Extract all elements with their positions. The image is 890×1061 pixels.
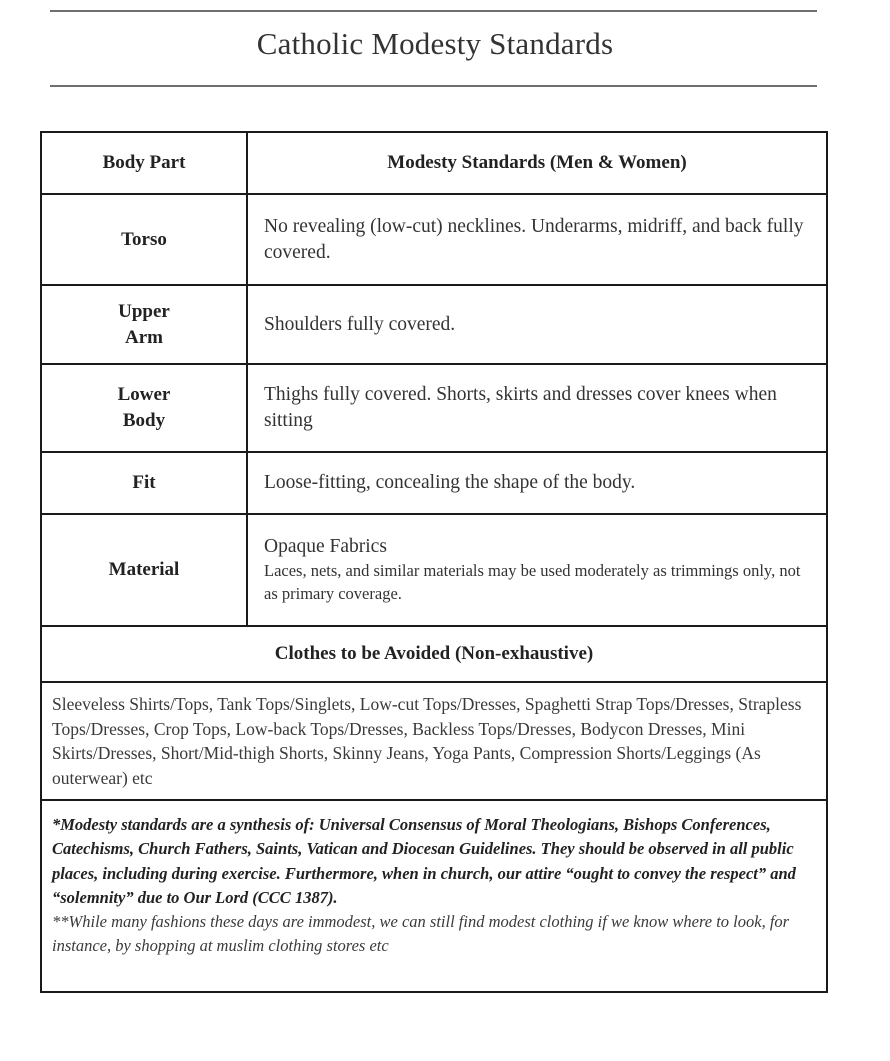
header-body-part: Body Part (42, 133, 248, 193)
body-part-cell: Material (42, 515, 248, 625)
standard-cell: Loose-fitting, concealing the shape of the body. (264, 472, 636, 493)
footnote-synthesis: *Modesty standards are a synthesis of: Universal Consensus of Moral Theologians, Bishops Conferences, Catechisms, Church Fathers, Saints, Vatican and Diocesan Guidelines. They should be observed in all public places, including during exercise. Furthermore, when in church, our attire “ought to convey the respect” and “solemnity” due to Our Lord (CCC 1387). (52, 815, 796, 907)
avoid-list-text: Sleeveless Shirts/Tops, Tank Tops/Singlets, Low-cut Tops/Dresses, Spaghetti Strap Tops/Dresses, Strapless Tops/Dresses, Crop Tops, Low-back Tops/Dresses, Backless Tops/Dresses, Bodycon Dresses, Mini Skirts/Dresses, Short/Mid-thigh Shorts, Skinny Jeans, Yoga Pants, Compression Shorts/Leggings (As outerwear) etc (52, 694, 802, 788)
table-row (42, 195, 826, 286)
notes-row (42, 801, 826, 991)
body-part-line: Lower (117, 384, 171, 405)
body-part-cell (42, 286, 248, 363)
modesty-table (40, 131, 828, 993)
table-row (42, 286, 826, 365)
body-part-cell: Torso (42, 195, 248, 284)
top-rule (50, 10, 817, 12)
avoid-title-row: Clothes to be Avoided (Non-exhaustive) (42, 627, 826, 683)
standard-cell: No revealing (low-cut) necklines. Underarms, midriff, and back fully covered. (264, 215, 804, 263)
body-part-line: Arm (125, 326, 163, 348)
table-row (42, 515, 826, 627)
table-row (42, 365, 826, 453)
avoid-list-row (42, 683, 826, 801)
standard-cell (248, 515, 826, 625)
standard-cell: Shoulders fully covered. (264, 313, 456, 335)
bottom-rule (50, 85, 817, 87)
footnote-shopping: **While many fashions these days are immodest, we can still find modest clothing if we know where to look, for instance, by shopping at muslim clothing stores etc (52, 912, 790, 956)
standard-cell: Thighs fully covered. Shorts, skirts and dresses cover knees when sitting (264, 384, 777, 431)
page-title: Catholic Modesty Standards (256, 26, 614, 61)
material-standard: Opaque Fabrics (264, 536, 387, 557)
body-part-cell (42, 365, 248, 451)
header-modesty-standards: Modesty Standards (Men & Women) (387, 152, 687, 173)
table-header-row (42, 133, 826, 195)
body-part-line: Upper (118, 300, 170, 322)
material-note: Laces, nets, and similar materials may be used moderately as trimmings only, not as primary coverage. (264, 561, 801, 603)
body-part-line: Body (122, 410, 166, 431)
table-row (42, 453, 826, 515)
body-part-cell: Fit (42, 453, 248, 513)
